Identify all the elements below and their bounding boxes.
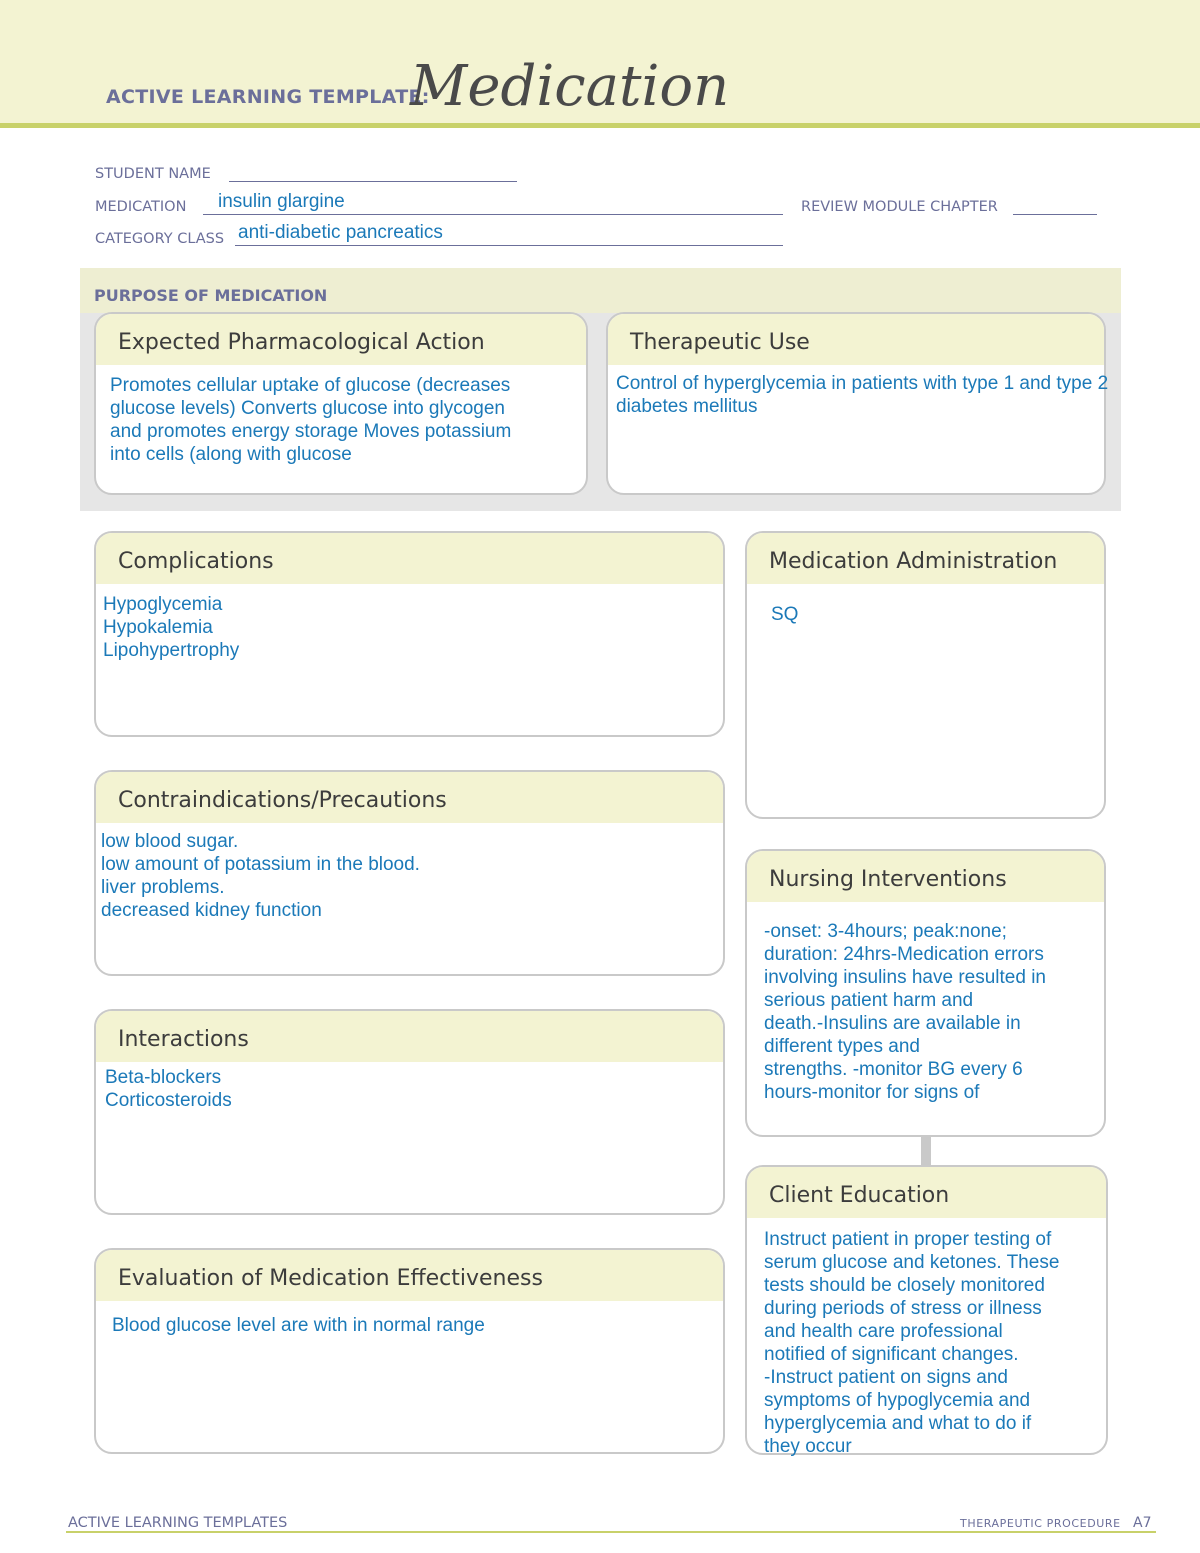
interactions-heading: Interactions <box>96 1011 723 1062</box>
page-number: A7 <box>1133 1515 1152 1531</box>
interactions-text: Beta-blockers Corticosteroids <box>105 1067 232 1111</box>
expected-action-heading: Expected Pharmacological Action <box>96 314 586 365</box>
nursing-interventions-heading: Nursing Interventions <box>747 851 1104 902</box>
medication-label: MEDICATION <box>95 199 187 215</box>
review-module-label: REVIEW MODULE CHAPTER <box>801 199 998 215</box>
medication-value: insulin glargine <box>218 191 345 212</box>
complications-heading: Complications <box>96 533 723 584</box>
box-connector <box>921 1136 931 1166</box>
therapeutic-use-heading: Therapeutic Use <box>608 314 1104 365</box>
category-class-value: anti-diabetic pancreatics <box>238 222 443 243</box>
complications-text: Hypoglycemia Hypokalemia Lipohypertrophy <box>103 594 240 661</box>
expected-action-text: Promotes cellular uptake of glucose (decreases glucose levels) Converts glucose into glycogen and promotes energy storage Moves potassium into cells (along with glucose <box>110 375 512 465</box>
footer-rule <box>66 1531 1156 1533</box>
medication-administration-heading: Medication Administration <box>747 533 1104 584</box>
footer-right-label: THERAPEUTIC PROCEDURE <box>960 1517 1121 1530</box>
student-name-label: STUDENT NAME <box>95 166 211 182</box>
evaluation-heading: Evaluation of Medication Effectiveness <box>96 1250 723 1301</box>
expected-action-box[interactable] <box>94 312 588 495</box>
contraindications-box[interactable] <box>94 770 725 976</box>
contraindications-text: low blood sugar. low amount of potassium in the blood. liver problems. decreased kidney function <box>101 831 420 921</box>
therapeutic-use-text: Control of hyperglycemia in patients with type 1 and type 2 diabetes mellitus <box>616 373 1109 417</box>
nursing-interventions-text: -onset: 3-4hours; peak:none; duration: 24hrs-Medication errors involving insulins have resulted in serious patient harm and death.-Insulins are available in different types and strengths. -monitor BG every 6 hours-monitor for signs of <box>764 921 1046 1103</box>
complications-box[interactable] <box>94 531 725 737</box>
purpose-title: PURPOSE OF MEDICATION <box>94 286 328 305</box>
medication-field[interactable] <box>203 214 783 215</box>
medication-administration-text: SQ <box>771 604 799 625</box>
template-label: ACTIVE LEARNING TEMPLATE: <box>106 86 430 108</box>
medication-administration-box[interactable] <box>745 531 1106 819</box>
client-education-text: Instruct patient in proper testing of serum glucose and ketones. These tests should be closely monitored during periods of stress or illness and health care professional notified of significant changes. -Instruct patient on signs and symptoms of hypoglycemia and hyperglycemia and what to do if they occur <box>764 1229 1060 1457</box>
category-class-label: CATEGORY CLASS <box>95 231 225 247</box>
therapeutic-use-box[interactable] <box>606 312 1109 495</box>
nursing-interventions-box[interactable] <box>745 849 1106 1137</box>
student-name-field[interactable] <box>229 181 517 182</box>
category-class-field[interactable] <box>235 245 783 246</box>
client-education-box[interactable] <box>745 1165 1108 1455</box>
footer-left-label: ACTIVE LEARNING TEMPLATES <box>68 1515 288 1531</box>
interactions-box[interactable] <box>94 1009 725 1215</box>
client-education-heading: Client Education <box>747 1167 1106 1218</box>
evaluation-box[interactable] <box>94 1248 725 1454</box>
evaluation-text: Blood glucose level are with in normal range <box>112 1315 485 1336</box>
page-header <box>0 0 1200 128</box>
contraindications-heading: Contraindications/Precautions <box>96 772 723 823</box>
page-title: Medication <box>410 54 730 119</box>
review-module-field[interactable] <box>1013 214 1097 215</box>
